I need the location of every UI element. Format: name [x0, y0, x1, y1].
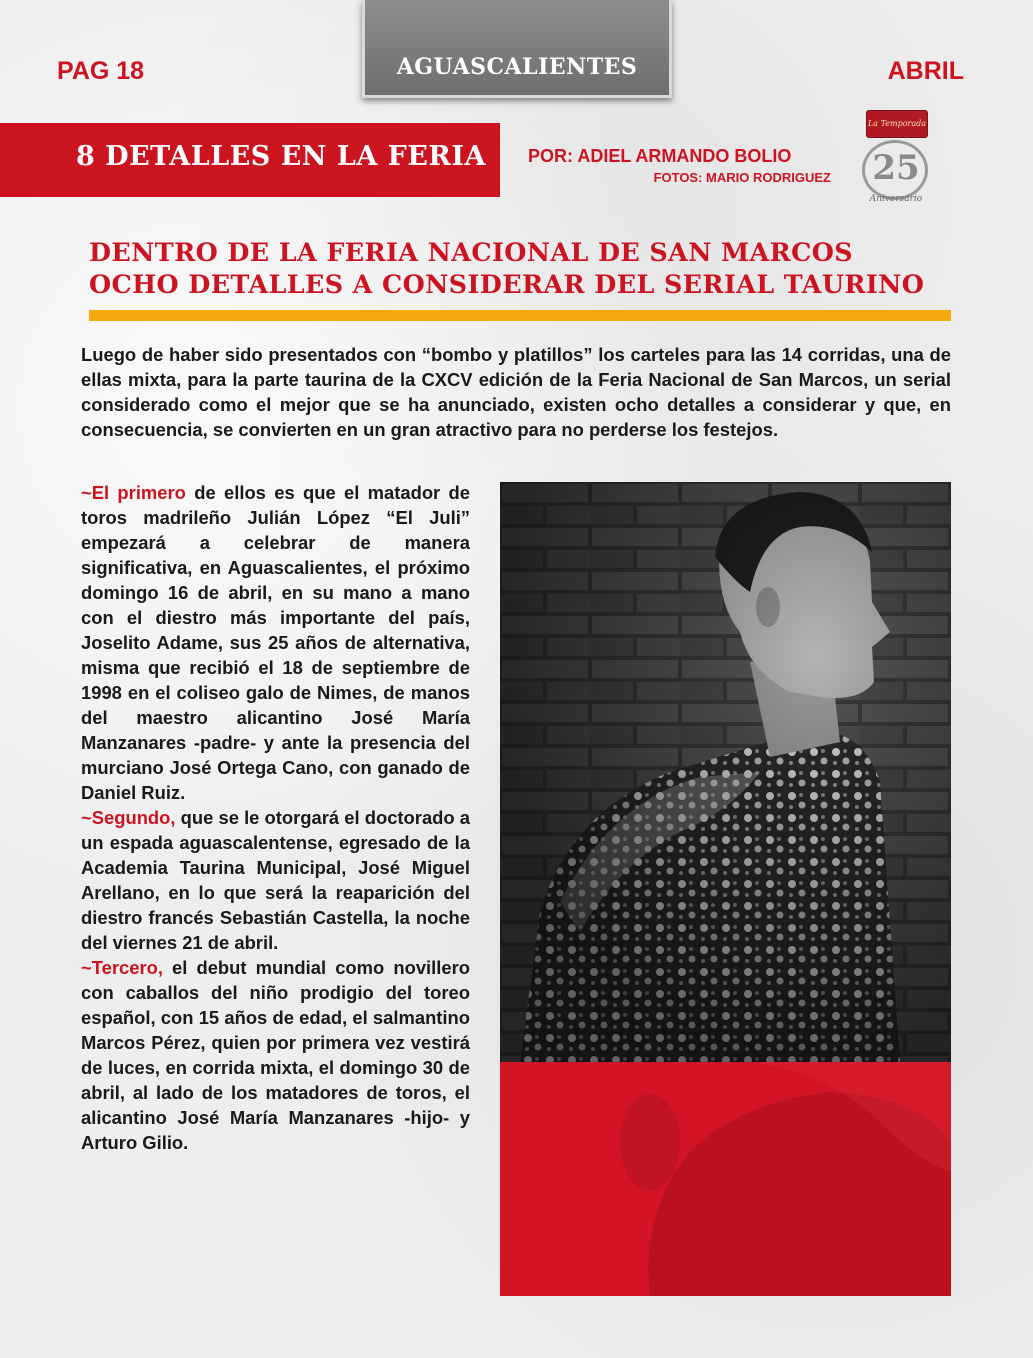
anniversary-logo [856, 110, 936, 210]
article-title-bar [0, 123, 500, 197]
paragraph-primero [81, 480, 470, 805]
author-credit: POR: ADIEL ARMANDO BOLIO [528, 146, 792, 166]
paragraph-lead: ~Segundo, [81, 807, 176, 828]
page-number: PAG 18 [57, 57, 145, 85]
photo-credit: FOTOS: MARIO RODRIGUEZ [653, 170, 831, 185]
paragraph-text: de ellos es que el matador de toros madrileño Julián López “El Juli” empezará a celebrar de manera significativa, en Aguascalientes, el próximo domingo 16 de abril, en su mano a mano con el diestro más importante del país, Joselito Adame, sus 25 años de alternativa, misma que recibió el 18 de septiembre de 1998 en el coliseo galo de Nimes, de manos del maestro alicantino José María Manzanares -padre- y ante la presencia del murciano José Ortega Cano, con ganado de Daniel Ruiz. [81, 482, 470, 803]
paragraph-text: que se le otorgará el doctorado a un espada aguascalentense, egresado de la Academia Taurina Municipal, José Miguel Arellano, en lo que será la reaparición del diestro francés Sebastián Castella, la noche del viernes 21 de abril. [81, 807, 470, 953]
paragraph-tercero [81, 955, 470, 1155]
headline [89, 236, 969, 300]
issue-month: ABRIL [887, 57, 964, 85]
paragraph-lead: ~El primero [81, 482, 186, 503]
logo-brand-badge: La Temporada [866, 110, 928, 138]
paragraph-segundo [81, 805, 470, 955]
section-label: AGUASCALIENTES [396, 54, 638, 80]
article-column [81, 480, 470, 1155]
red-overlay-panel [500, 1062, 951, 1296]
paragraph-text: el debut mundial como novillero con caballos del niño prodigio del toreo español, con 15 años de edad, el salmantino Marcos Pérez, quien por primera vez vestirá de luces, en corrida mixta, el domingo 30 de abril, al lado de los matadores de toros, el alicantino José María Manzanares -hijo- y Arturo Gilio. [81, 957, 470, 1153]
matador-photo [500, 482, 951, 1062]
headline-rule [89, 310, 951, 321]
intro-paragraph: Luego de haber sido presentados con “bombo y platillos” los carteles para las 14 corridas, una de ellas mixta, para la parte taurina de la CXCV edición de la Feria Nacional de San Marcos, un serial considerado como el mejor que se ha anunciado, existen ocho detalles a considerar y que, en consecuencia, se convierten en un gran atractivo para no perderse los festejos. [81, 344, 951, 440]
headline-line-1: DENTRO DE LA FERIA NACIONAL DE SAN MARCOS [89, 237, 854, 267]
section-tab [362, 0, 672, 98]
headline-line-2: OCHO DETALLES A CONSIDERAR DEL SERIAL TAURINO [89, 269, 925, 299]
logo-number: 25 [872, 148, 920, 188]
logo-caption: Aniversario [869, 194, 923, 204]
article-title: 8 DETALLES EN LA FERIA [76, 141, 486, 172]
paragraph-lead: ~Tercero, [81, 957, 163, 978]
